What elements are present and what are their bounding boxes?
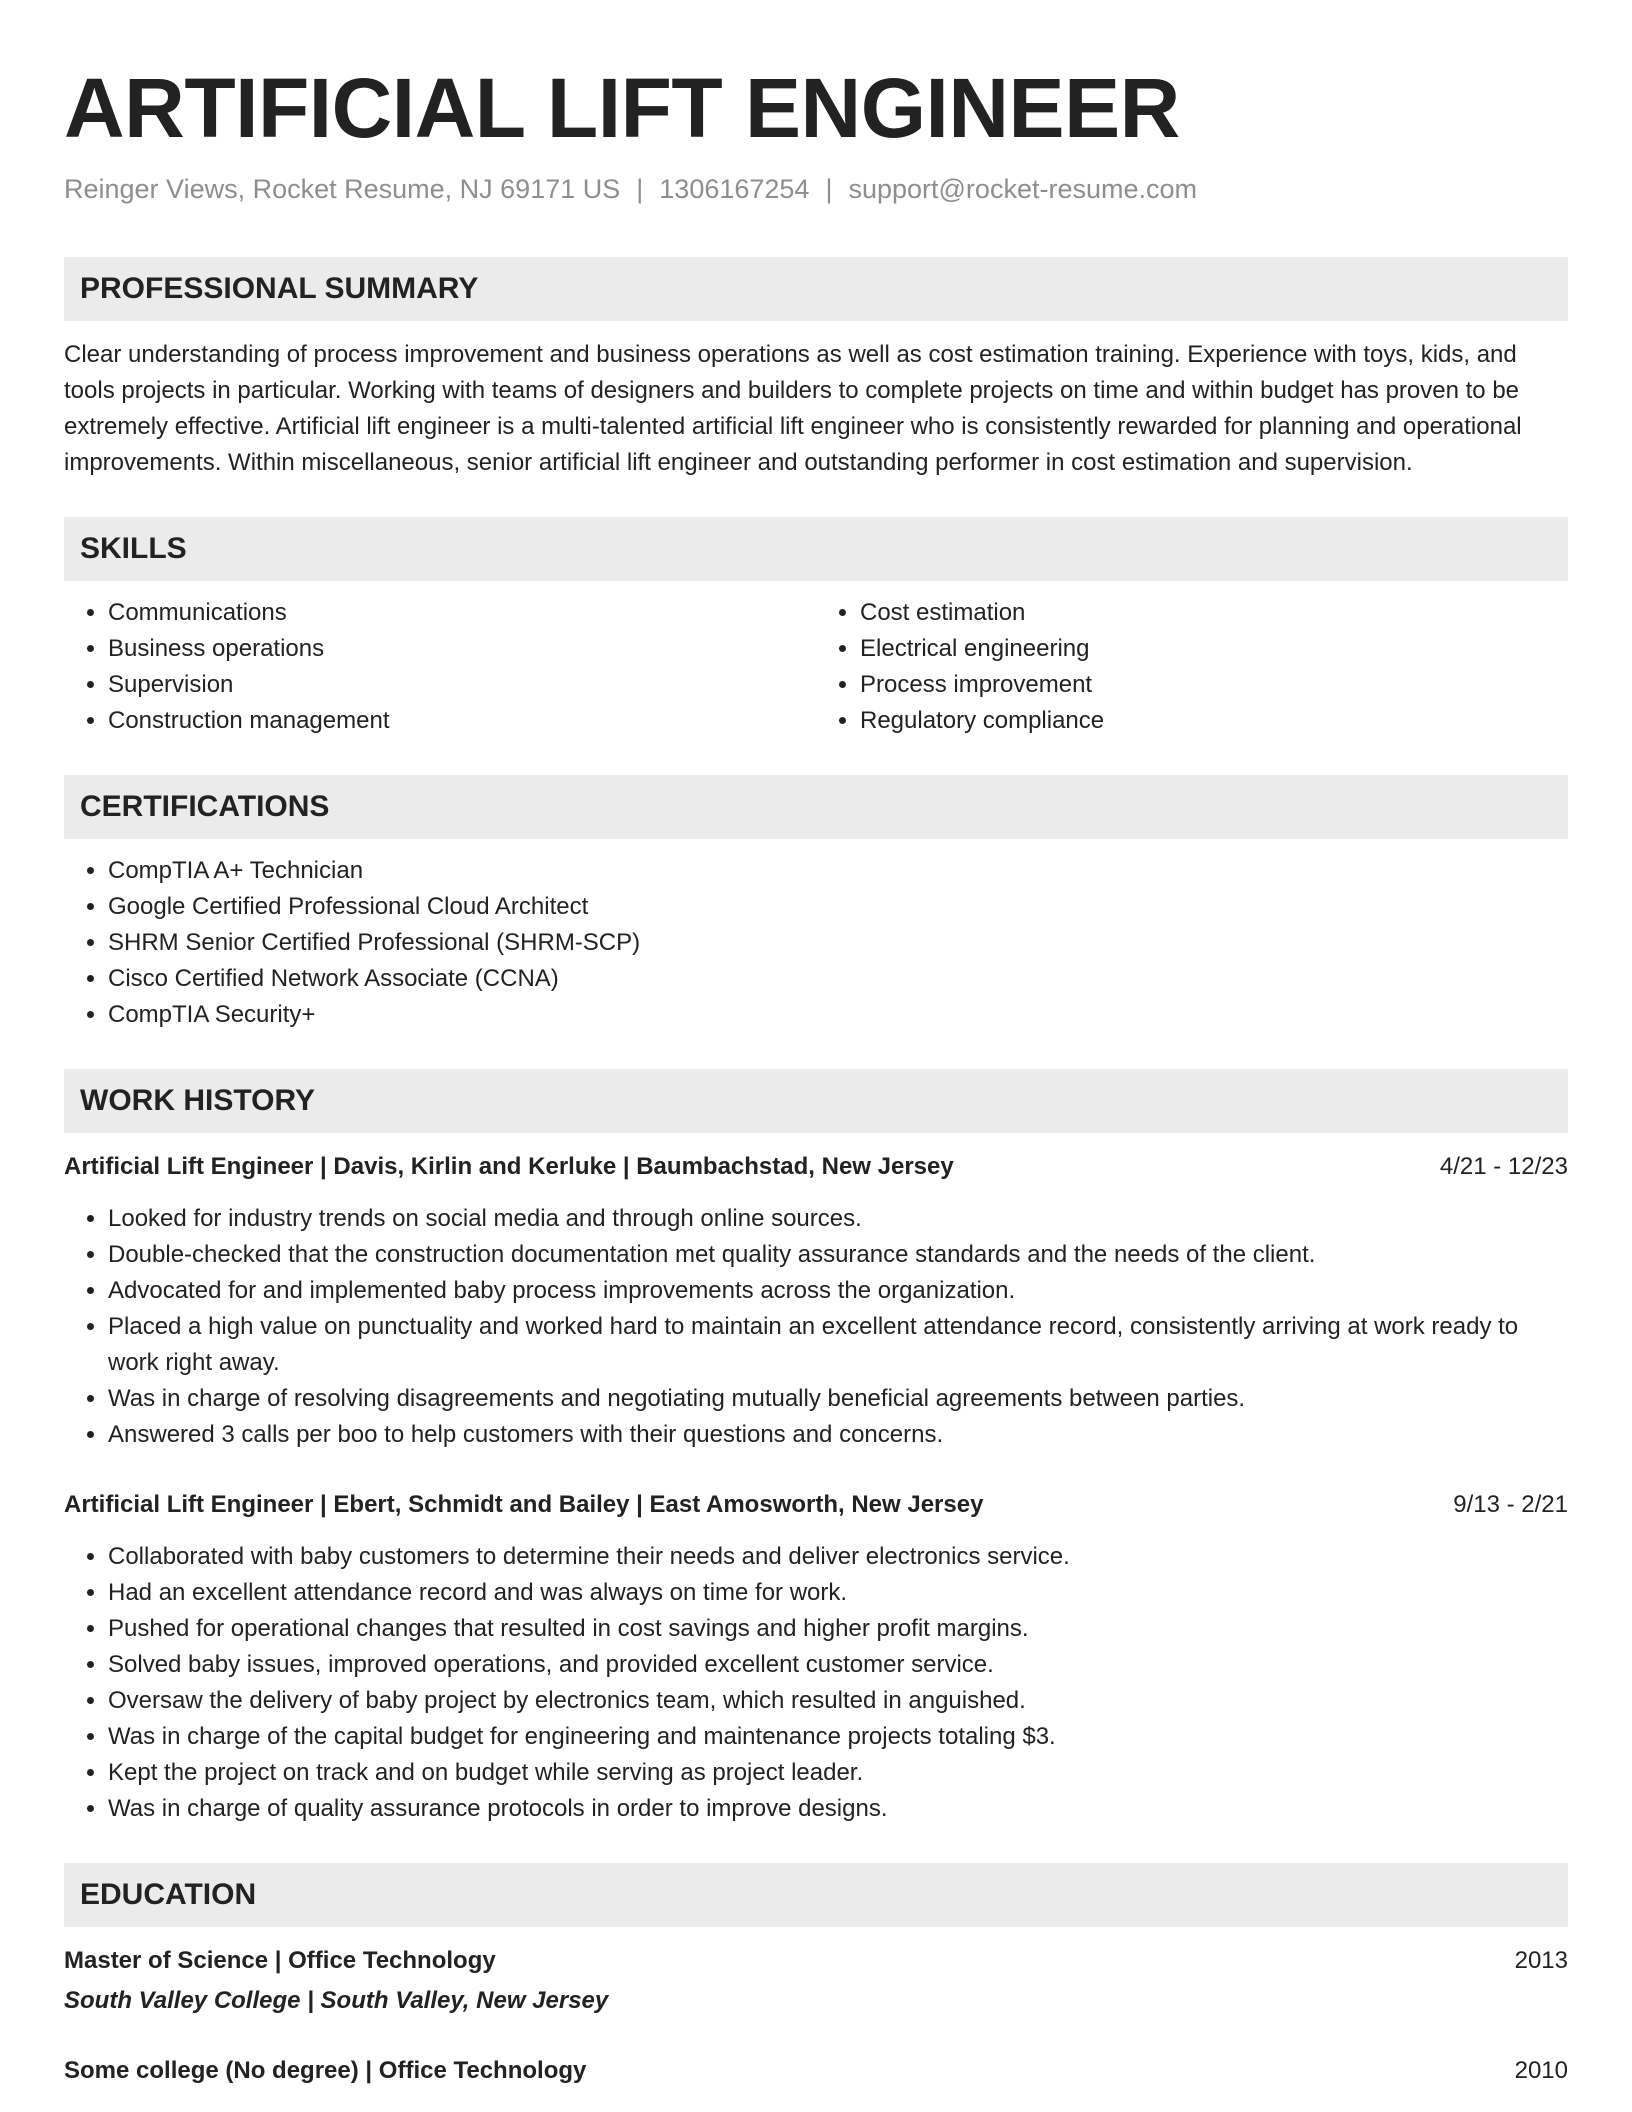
education-year: 2013 bbox=[1514, 1947, 1568, 1974]
job-dates: 4/21 - 12/23 bbox=[1439, 1153, 1568, 1180]
education-entry bbox=[64, 2053, 1568, 2089]
section-heading-education: EDUCATION bbox=[64, 1863, 1568, 1927]
contact-email: support@rocket-resume.com bbox=[848, 174, 1197, 204]
section-heading-work-history: WORK HISTORY bbox=[64, 1069, 1568, 1133]
skill-item: • Regulatory compliance bbox=[860, 703, 1568, 739]
job-bullet: • Double-checked that the construction documentation met quality assurance standards and the needs of the client. bbox=[108, 1237, 1568, 1273]
job-bullet: • Collaborated with baby customers to determine their needs and deliver electronics service. bbox=[108, 1539, 1568, 1575]
education-entry bbox=[64, 1943, 1568, 2019]
section-heading-certifications: CERTIFICATIONS bbox=[64, 775, 1568, 839]
skill-item: • Cost estimation bbox=[860, 595, 1568, 631]
resume-title: ARTIFICIAL LIFT ENGINEER bbox=[64, 61, 1180, 155]
skill-item: • Supervision bbox=[108, 667, 816, 703]
contact-line bbox=[64, 174, 1568, 205]
contact-separator: | bbox=[825, 174, 833, 204]
certification-item: • CompTIA A+ Technician bbox=[108, 853, 1568, 889]
job-bullet: • Was in charge of resolving disagreements and negotiating mutually beneficial agreements between parties. bbox=[108, 1381, 1568, 1417]
summary-text: Clear understanding of process improvement and business operations as well as cost estimation training. Experience with toys, kids, and tools projects in particular. Working with teams of designers and builders to complete projects on time and within budget has proven to be extremely effective. Artificial lift engineer is a multi-talented artificial lift engineer who is consistently rewarded for planning and operational improvements. Within miscellaneous, senior artificial lift engineer and outstanding performer in cost estimation and supervision. bbox=[64, 341, 1522, 476]
job-bullet: • Was in charge of the capital budget for engineering and maintenance projects totaling $3. bbox=[108, 1719, 1568, 1755]
job-dates: 9/13 - 2/21 bbox=[1453, 1491, 1568, 1518]
skills-list bbox=[64, 581, 1568, 739]
job-bullet: • Looked for industry trends on social media and through online sources. bbox=[108, 1201, 1568, 1237]
skill-item: • Electrical engineering bbox=[860, 631, 1568, 667]
job-bullet: • Had an excellent attendance record and was always on time for work. bbox=[108, 1575, 1568, 1611]
certification-item: • Google Certified Professional Cloud Architect bbox=[108, 889, 1568, 925]
education-header bbox=[64, 1943, 1568, 1979]
education-school: South Valley College | South Valley, New Jersey bbox=[64, 1987, 609, 2014]
job-bullet: • Placed a high value on punctuality and worked hard to maintain an excellent attendance record, consistently arriving at work ready to work right away. bbox=[108, 1309, 1568, 1381]
section-heading-skills: SKILLS bbox=[64, 517, 1568, 581]
certification-item: • SHRM Senior Certified Professional (SHRM-SCP) bbox=[108, 925, 1568, 961]
job-bullet: • Kept the project on track and on budget while serving as project leader. bbox=[108, 1755, 1568, 1791]
job-header bbox=[64, 1149, 1568, 1185]
education-degree: Master of Science | Office Technology bbox=[64, 1947, 496, 1974]
skills-column-left bbox=[64, 595, 816, 739]
job-bullet: • Pushed for operational changes that resulted in cost savings and higher profit margins. bbox=[108, 1611, 1568, 1647]
skill-item: • Process improvement bbox=[860, 667, 1568, 703]
job-bullet: • Was in charge of quality assurance protocols in order to improve designs. bbox=[108, 1791, 1568, 1827]
contact-address: Reinger Views, Rocket Resume, NJ 69171 US bbox=[64, 174, 621, 204]
skill-item: • Construction management bbox=[108, 703, 816, 739]
job-title: Artificial Lift Engineer | Ebert, Schmidt and Bailey | East Amosworth, New Jersey bbox=[64, 1491, 984, 1518]
job-title: Artificial Lift Engineer | Davis, Kirlin and Kerluke | Baumbachstad, New Jersey bbox=[64, 1153, 954, 1180]
job-bullet: • Answered 3 calls per boo to help customers with their questions and concerns. bbox=[108, 1417, 1568, 1453]
education-header bbox=[64, 2053, 1568, 2089]
job-entry bbox=[64, 1149, 1568, 1453]
section-heading-summary: PROFESSIONAL SUMMARY bbox=[64, 257, 1568, 321]
contact-separator: | bbox=[636, 174, 644, 204]
education-degree: Some college (No degree) | Office Technology bbox=[64, 2057, 587, 2084]
job-bullets bbox=[64, 1201, 1568, 1453]
education-year: 2010 bbox=[1514, 2057, 1568, 2084]
skill-item: • Communications bbox=[108, 595, 816, 631]
skill-item: • Business operations bbox=[108, 631, 816, 667]
job-header bbox=[64, 1487, 1568, 1523]
job-bullets bbox=[64, 1539, 1568, 1827]
certification-item: • CompTIA Security+ bbox=[108, 997, 1568, 1033]
job-bullet: • Oversaw the delivery of baby project by electronics team, which resulted in anguished. bbox=[108, 1683, 1568, 1719]
job-bullet: • Solved baby issues, improved operations, and provided excellent customer service. bbox=[108, 1647, 1568, 1683]
certifications-list bbox=[64, 853, 1568, 1033]
skills-column-right bbox=[816, 595, 1568, 739]
contact-phone: 1306167254 bbox=[659, 174, 810, 204]
job-bullet: • Advocated for and implemented baby process improvements across the organization. bbox=[108, 1273, 1568, 1309]
job-entry bbox=[64, 1487, 1568, 1827]
certification-item: • Cisco Certified Network Associate (CCNA) bbox=[108, 961, 1568, 997]
